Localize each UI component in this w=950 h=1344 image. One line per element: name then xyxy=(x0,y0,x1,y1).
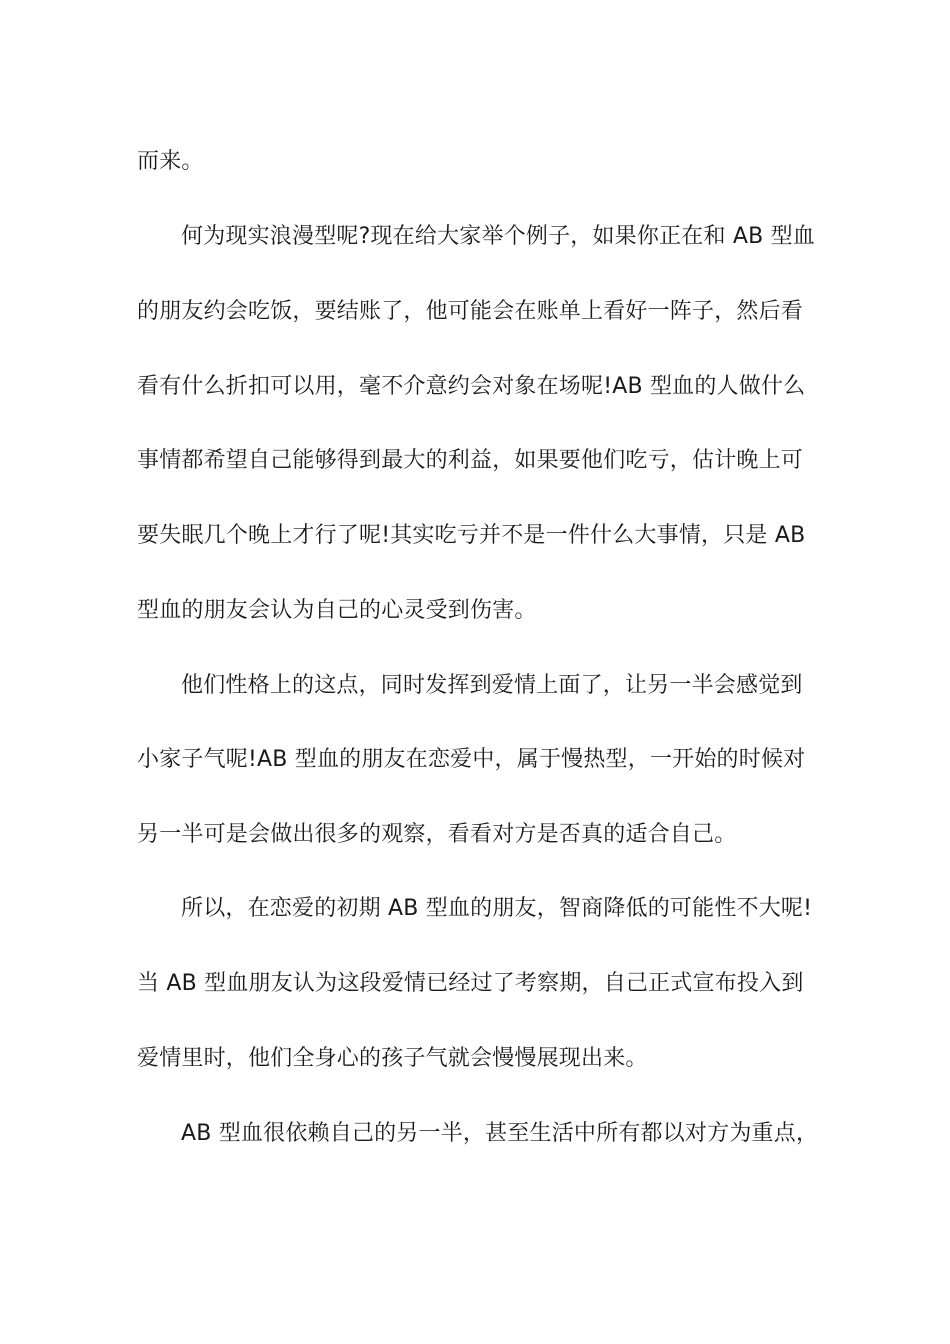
text-line: 而来。 xyxy=(137,149,204,174)
text-line: 型血的朋友会认为自己的心灵受到伤害。 xyxy=(137,598,537,623)
text-line: 小家子气呢!AB 型血的朋友在恋爱中，属于慢热型，一开始的时候对 xyxy=(137,747,806,772)
paragraph-first-line: 何为现实浪漫型呢?现在给大家举个例子，如果你正在和 AB 型血 xyxy=(181,224,816,249)
paragraph-first-line: 所以，在恋爱的初期 AB 型血的朋友，智商降低的可能性不大呢! xyxy=(181,896,813,921)
text-line: 要失眠几个晚上才行了呢!其实吃亏并不是一件什么大事情，只是 AB xyxy=(137,523,806,548)
paragraph-first-line: AB 型血很依赖自己的另一半，甚至生活中所有都以对方为重点， xyxy=(181,1121,819,1146)
text-line: 另一半可是会做出很多的观察，看看对方是否真的适合自己。 xyxy=(137,822,737,847)
paragraph-first-line: 他们性格上的这点，同时发挥到爱情上面了，让另一半会感觉到 xyxy=(181,673,803,698)
text-line: 事情都希望自己能够得到最大的利益，如果要他们吃亏，估计晚上可 xyxy=(137,448,804,473)
text-line: 看有什么折扣可以用，毫不介意约会对象在场呢!AB 型血的人做什么 xyxy=(137,374,806,399)
text-line: 爱情里时，他们全身心的孩子气就会慢慢展现出来。 xyxy=(137,1046,648,1071)
text-line: 当 AB 型血朋友认为这段爱情已经过了考察期，自己正式宣布投入到 xyxy=(137,971,804,996)
text-line: 的朋友约会吃饭，要结账了，他可能会在账单上看好一阵子，然后看 xyxy=(137,299,804,324)
